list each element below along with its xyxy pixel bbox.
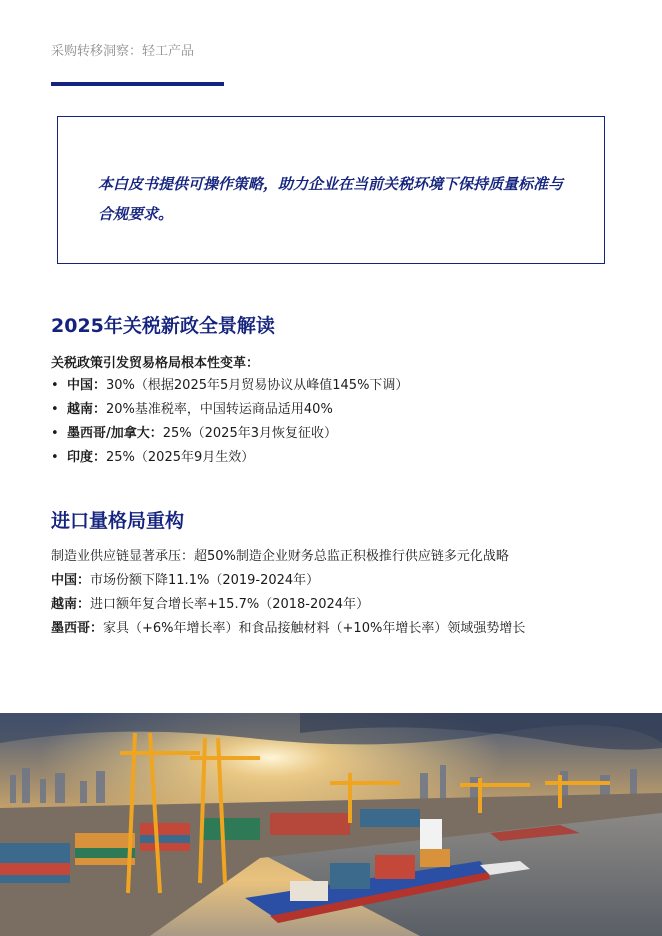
import-lines [51, 545, 525, 641]
line-label: 中国： [51, 573, 91, 588]
line-text: 家具（+6%年增长率）和食品接触材料（+10%年增长率）领域强势增长 [103, 621, 526, 636]
section-title-tariff: 2025年关税新政全景解读 [51, 315, 275, 337]
bullet-text: 20%基准税率，中国转运商品适用40% [106, 402, 333, 417]
import-line-china [51, 569, 525, 593]
bullet-dot-icon: • [51, 402, 59, 417]
section-title-import: 进口量格局重构 [51, 510, 185, 532]
section-lead-text: 关税政策引发贸易格局根本性变革： [51, 356, 260, 371]
bullet-item-china [51, 374, 408, 398]
bullet-dot-icon: • [51, 378, 59, 393]
import-line-mexico [51, 617, 525, 641]
bullet-dot-icon: • [51, 450, 59, 465]
bullet-label: 印度： [67, 450, 107, 465]
bullet-item-mexico-canada [51, 422, 408, 446]
summary-callout-box [57, 116, 605, 264]
bullet-label: 越南： [67, 402, 107, 417]
bullet-item-india [51, 446, 408, 470]
summary-callout-text: 本白皮书提供可操作策略，助力企业在当前关税环境下保持质量标准与合规要求。 [98, 175, 564, 223]
port-photo [0, 713, 662, 936]
page-header-title: 采购转移洞察：轻工产品 [51, 44, 195, 59]
header-divider [51, 82, 224, 86]
bullet-text: 25%（2025年9月生效） [106, 450, 255, 465]
line-label: 越南： [51, 597, 91, 612]
import-line-vietnam [51, 593, 525, 617]
port-illustration [0, 713, 662, 936]
line-label: 墨西哥： [51, 621, 104, 636]
tariff-bullet-list [51, 374, 408, 470]
import-intro: 制造业供应链显著承压：超50%制造企业财务总监正积极推行供应链多元化战略 [51, 549, 509, 564]
bullet-text: 25%（2025年3月恢复征收） [162, 426, 337, 441]
bullet-item-vietnam [51, 398, 408, 422]
line-text: 市场份额下降11.1%（2019-2024年） [90, 573, 320, 588]
line-text: 进口额年复合增长率+15.7%（2018-2024年） [90, 597, 370, 612]
bullet-text: 30%（根据2025年5月贸易协议从峰值145%下调） [106, 378, 409, 393]
bullet-label: 墨西哥/加拿大： [67, 426, 163, 441]
bullet-dot-icon: • [51, 426, 59, 441]
bullet-label: 中国： [67, 378, 107, 393]
